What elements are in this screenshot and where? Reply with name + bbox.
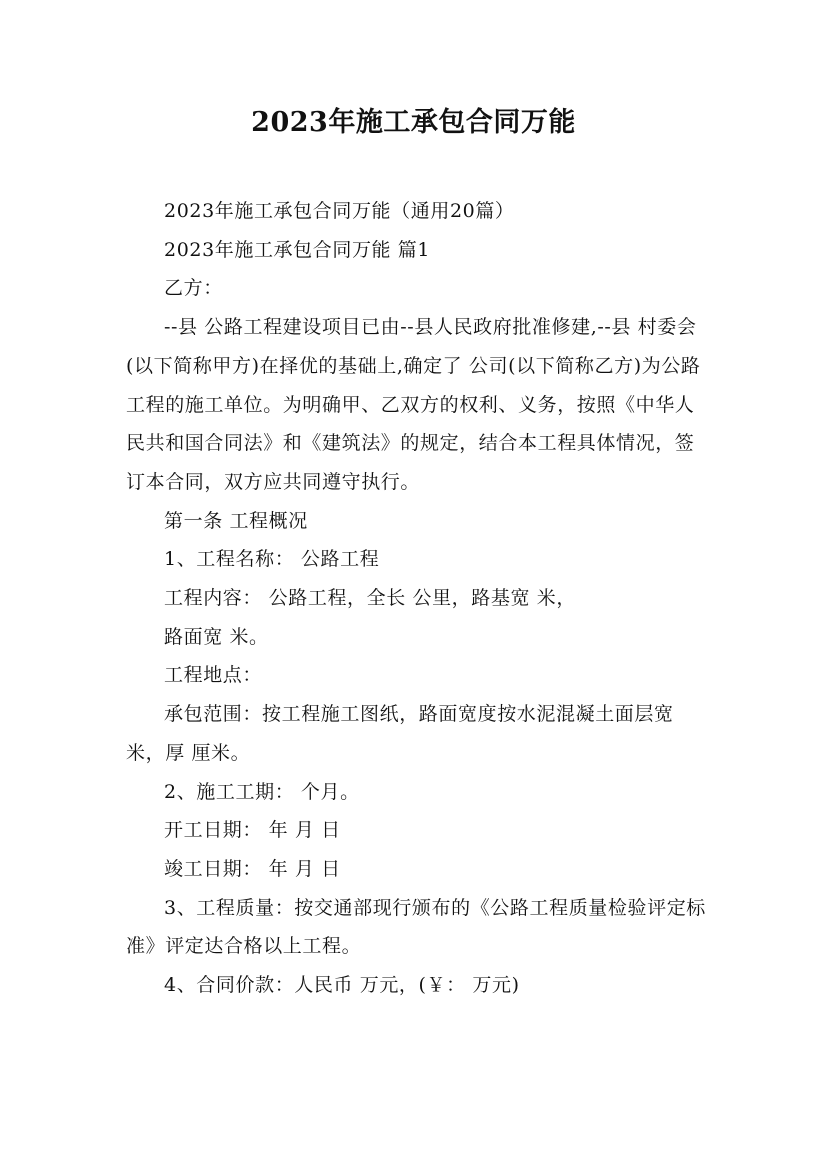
paragraph-contract-price: 4、合同价款：人民币 万元，(￥： 万元) bbox=[164, 974, 520, 997]
paragraph-subtitle: 2023年施工承包合同万能（通用20篇） bbox=[164, 200, 515, 222]
paragraph-start-date: 开工日期： 年 月 日 bbox=[164, 819, 341, 842]
paragraph-party-b: 乙方： bbox=[164, 277, 223, 300]
paragraph-contract-scope: 承包范围：按工程施工图纸，路面宽度按水泥混凝土面层宽 米，厚 厘米。 bbox=[126, 703, 674, 764]
paragraph-article-1-heading: 第一条 工程概况 bbox=[164, 509, 308, 532]
paragraph-project-name: 1、工程名称： 公路工程 bbox=[164, 548, 380, 571]
paragraph-preamble: --县 公路工程建设项目已由--县人民政府批准修建,--县 村委会(以下简称甲方)在择优的基础上,确定了 公司(以下简称乙方)为公路工程的施工单位。为明确甲、乙双方的权利、义务，按照《中华人民共和国合同法》和《建筑法》的规定，结合本工程具体情况，签订本合同，双方应共同遵守执行。 bbox=[126, 316, 701, 493]
paragraph-project-location: 工程地点： bbox=[164, 664, 263, 687]
paragraph-construction-period: 2、施工工期： 个月。 bbox=[164, 780, 360, 803]
paragraph-project-content: 工程内容： 公路工程，全长 公里，路基宽 米， bbox=[164, 587, 576, 610]
paragraph-project-quality: 3、工程质量：按交通部现行颁布的《公路工程质量检验评定标准》评定达合格以上工程。 bbox=[126, 896, 706, 958]
paragraph-section-heading: 2023年施工承包合同万能 篇1 bbox=[164, 238, 431, 261]
document-title: 2023年施工承包合同万能 bbox=[251, 107, 576, 138]
paragraph-completion-date: 竣工日期： 年 月 日 bbox=[164, 857, 341, 880]
paragraph-road-width: 路面宽 米。 bbox=[164, 625, 269, 648]
document-body bbox=[126, 192, 706, 1005]
